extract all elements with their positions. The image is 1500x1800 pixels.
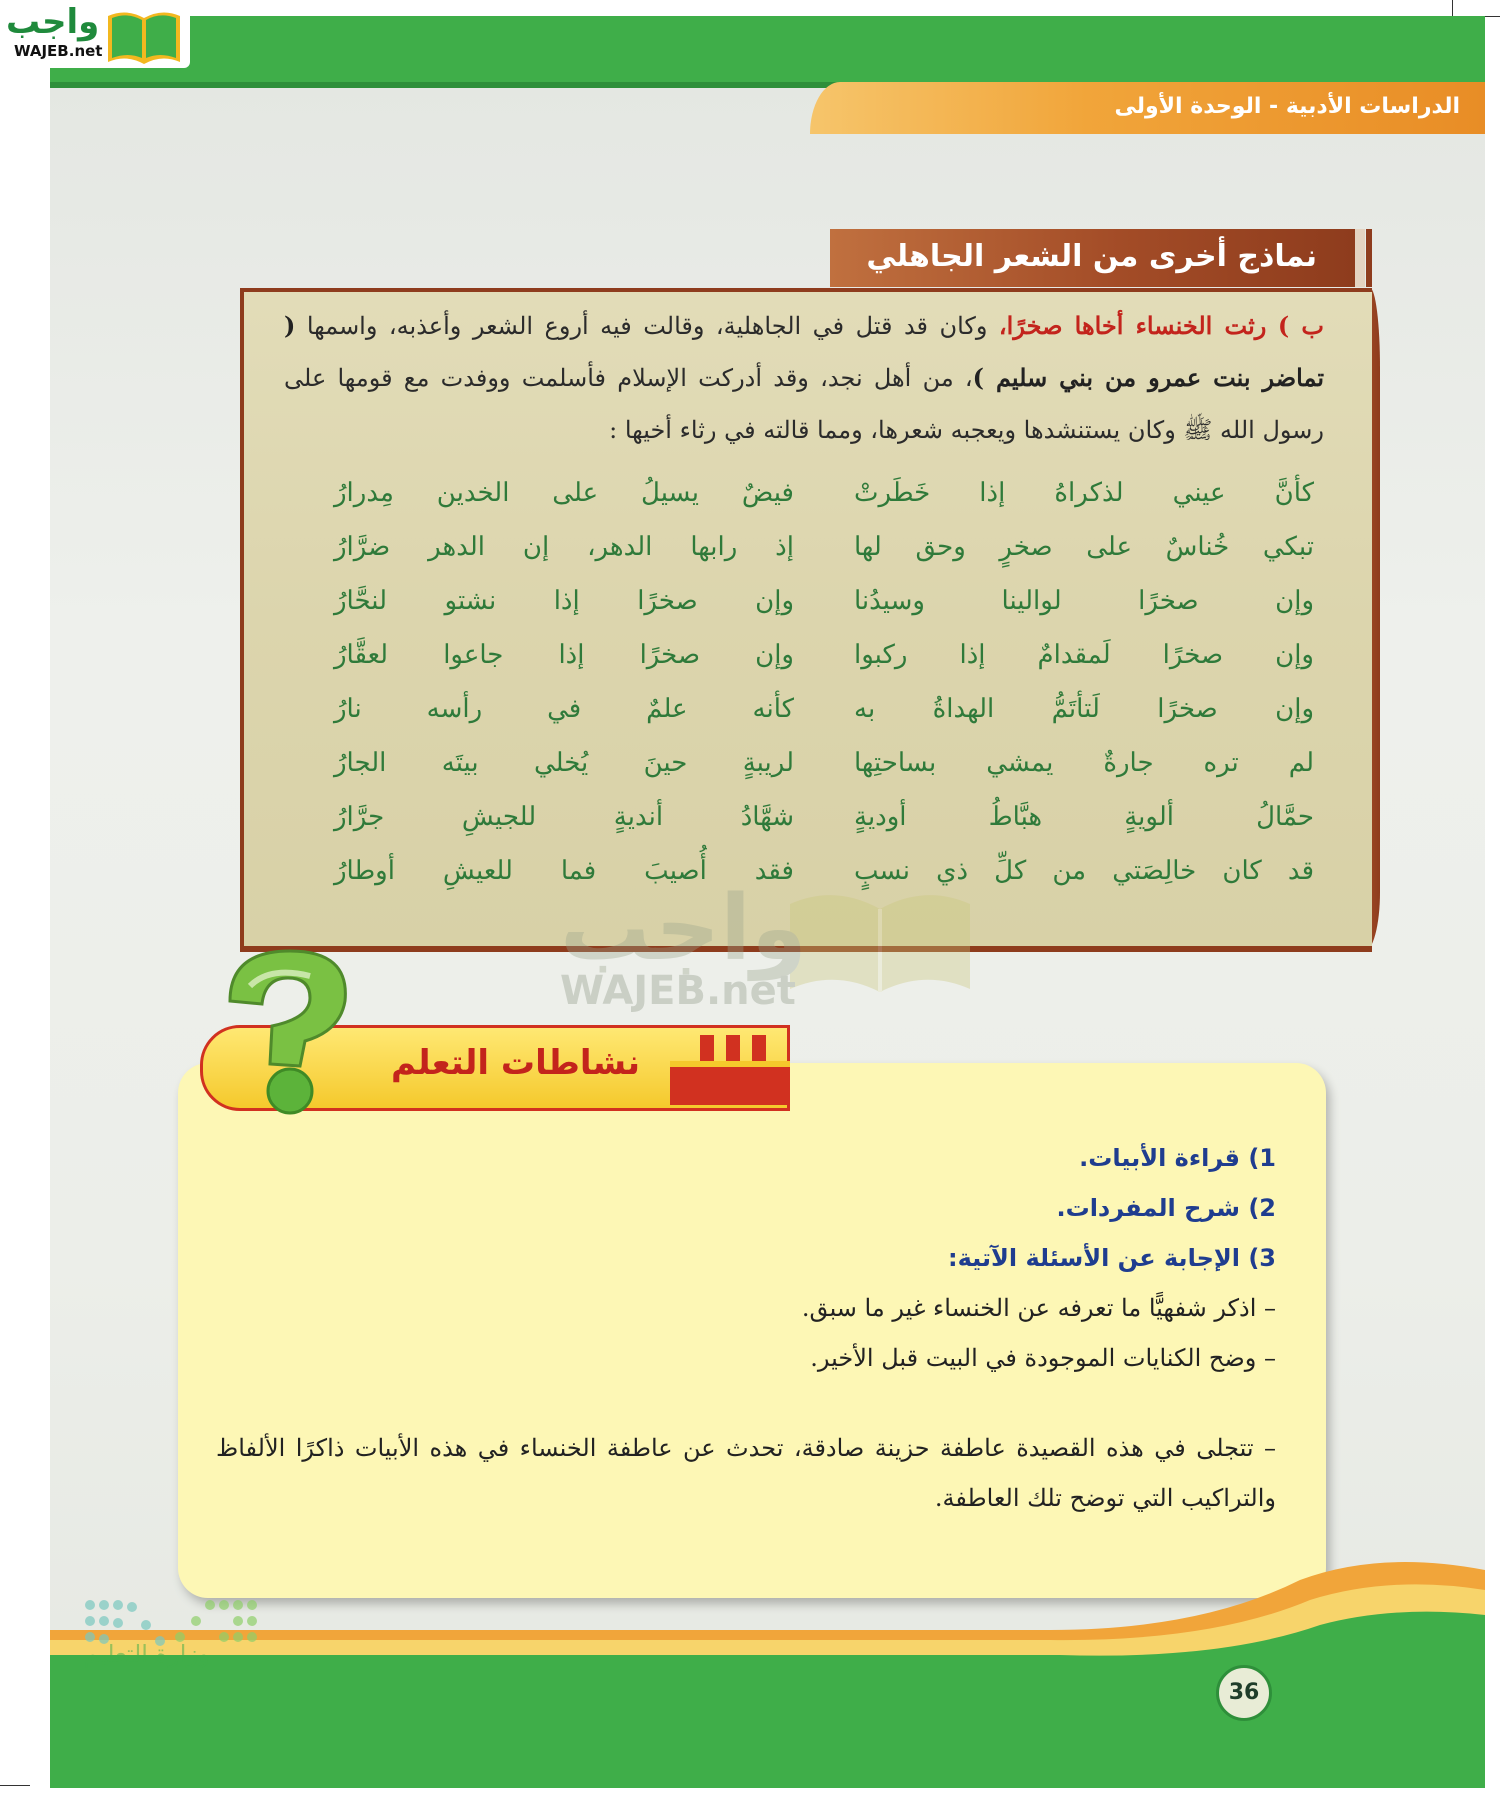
verse-second-hemistich: وإن صخرًا إذا جاعوا لعقَّارُ bbox=[334, 640, 794, 670]
ministry-logo-icon bbox=[80, 1560, 280, 1710]
verse-first-hemistich: وإن صخرًا لوالينا وسيدُنا bbox=[854, 586, 1314, 616]
activities-box bbox=[178, 1063, 1326, 1598]
verse-first-hemistich: قد كان خالِصَتي من كلِّ ذي نسبٍ bbox=[854, 856, 1314, 886]
top-green-band bbox=[50, 16, 1485, 82]
section-header-edge bbox=[1366, 229, 1372, 287]
item-marker: ب ) bbox=[1277, 311, 1325, 340]
poem-scroll bbox=[240, 288, 1372, 952]
watermark bbox=[540, 876, 1060, 1016]
verse-first-hemistich: تبكي خُناسٌ على صخرٍ وحق لها bbox=[854, 532, 1314, 562]
question-mark-icon bbox=[210, 946, 360, 1116]
verse-second-hemistich: فيضٌ يسيلُ على الخدين مِدرارُ bbox=[334, 478, 794, 508]
activity-item-2: 2) شرح المفردات. bbox=[1056, 1194, 1276, 1222]
activity-item-3: 3) الإجابة عن الأسئلة الآتية: bbox=[948, 1244, 1276, 1272]
crop-mark bbox=[0, 1785, 30, 1786]
banner-tail-icon bbox=[670, 1035, 790, 1111]
activities-list bbox=[216, 1133, 1276, 1523]
verse-first-hemistich: وإن صخرًا لَتأتَمُّ الهداةُ به bbox=[854, 694, 1314, 724]
verses-block bbox=[304, 478, 1314, 918]
logo-text-en: WAJEB.net bbox=[14, 42, 103, 60]
watermark-book-icon bbox=[780, 884, 980, 994]
verse-second-hemistich: كأنه علمٌ في رأسه نارُ bbox=[334, 694, 794, 724]
verse-second-hemistich: فقد أُصيبَ فما للعيشِ أوطارُ bbox=[334, 856, 794, 886]
watermark-ar: واجب bbox=[560, 876, 807, 981]
verse-first-hemistich: حمَّالُ ألويةٍ هبَّاطُ أوديةٍ bbox=[854, 802, 1314, 832]
intro-text-1: وكان قد قتل في الجاهلية، وقالت فيه أروع الشعر وأعذبه، واسمها bbox=[295, 312, 999, 340]
verse-first-hemistich: وإن صخرًا لَمقدامٌ إذا ركبوا bbox=[854, 640, 1314, 670]
verse-first-hemistich: كأنَّ عيني لذكراهُ إذا خَطَرتْ bbox=[854, 478, 1314, 508]
question-paragraph: – تتجلى في هذه القصيدة عاطفة حزينة صادقة، تحدث عن عاطفة الخنساء في هذه الأبيات ذاكرًا الألفاظ والتراكيب التي توضح تلك العاطفة. bbox=[216, 1434, 1276, 1512]
intro-text-2: ، من أهل نجد، وقد أدركت الإسلام فأسلمت ووفدت مع قومها على رسول الله ﷺ وكان يستنشدها ويعجبه شعرها، ومما قالته في رثاء أخيها : bbox=[284, 364, 1324, 444]
verse-first-hemistich: لم تره جارةٌ يمشي بساحتِها bbox=[854, 748, 1314, 778]
poet-full-name: ( تماضر بنت عمرو من بني سليم ) bbox=[284, 311, 1325, 392]
ministry-text: وزارة التعليم bbox=[84, 1640, 210, 1668]
section-header bbox=[830, 229, 1355, 287]
intro-highlight: رثت الخنساء أخاها صخرًا، bbox=[998, 311, 1267, 340]
activity-item-1: 1) قراءة الأبيات. bbox=[1079, 1144, 1276, 1172]
intro-paragraph bbox=[284, 300, 1324, 456]
wajeb-logo bbox=[0, 0, 190, 68]
section-header-stripe bbox=[1355, 229, 1365, 287]
verse-second-hemistich: لريبةٍ حينَ يُخلي بيتَه الجارُ bbox=[334, 748, 794, 778]
verse-second-hemistich: إذ رابها الدهر، إن الدهر ضرَّارُ bbox=[334, 532, 794, 562]
book-icon bbox=[104, 8, 184, 64]
logo-text-ar: واجب bbox=[6, 2, 100, 42]
unit-title: الدراسات الأدبية - الوحدة الأولى bbox=[1114, 94, 1460, 119]
watermark-en: WAJEB.net bbox=[560, 968, 796, 1014]
question-1: – اذكر شفهيًّا ما تعرفه عن الخنساء غير ما سبق. bbox=[801, 1294, 1276, 1322]
page-number: 36 bbox=[1216, 1665, 1272, 1721]
verse-second-hemistich: وإن صخرًا إذا نشتو لنحَّارُ bbox=[334, 586, 794, 616]
verse-second-hemistich: شهَّادُ أنديةٍ للجيشِ جرَّارُ bbox=[334, 802, 794, 832]
section-title: نماذج أخرى من الشعر الجاهلي bbox=[866, 239, 1317, 274]
activities-title: نشاطات التعلم bbox=[391, 1043, 640, 1083]
unit-tab bbox=[810, 82, 1485, 134]
question-2: – وضح الكنايات الموجودة في البيت قبل الأخير. bbox=[810, 1344, 1276, 1372]
